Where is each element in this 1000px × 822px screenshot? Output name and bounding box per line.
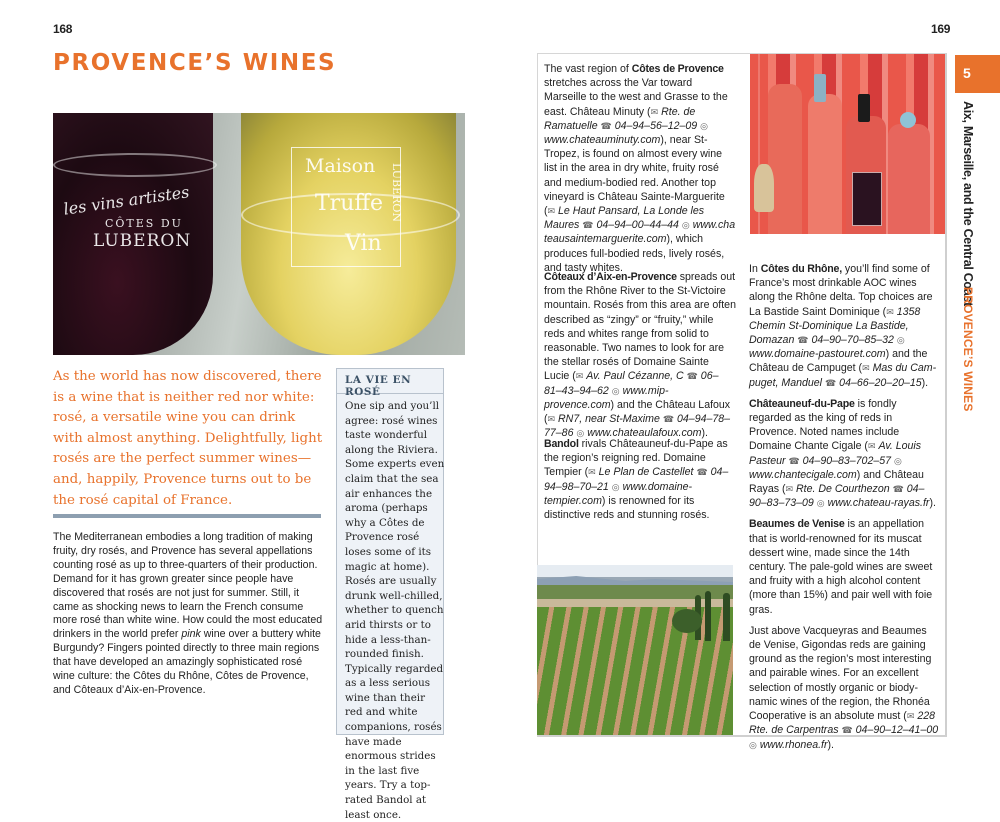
chapter-tab[interactable] (955, 55, 1000, 93)
chante-cigale-website[interactable]: www.chantecigale.com (749, 468, 857, 481)
rayas-address: Rte. De Courthezon (796, 483, 890, 496)
phone-icon: ☎ (696, 467, 708, 478)
cdr-text-1: you’ll find some of France’s most drinkable AOC wines along the Rhône delta. Top choices are La Bastide Saint Dominique ( (749, 263, 933, 318)
etching-luberon-vertical: LUBERON (390, 163, 403, 223)
web-icon: ◎ (576, 428, 585, 439)
phone-icon: ☎ (600, 120, 612, 131)
section-cotes-du-rhone (749, 262, 941, 759)
chateauneuf-text-2: ) and Château Rayas ( (749, 468, 924, 496)
cdr-text-3: ). (921, 376, 929, 389)
tempier-phone: 04–94–98–70–21 (544, 466, 729, 493)
sidebar-heading: LA VIE EN ROSÉ (345, 374, 412, 398)
phone-icon: ☎ (797, 335, 809, 346)
bottle (888, 124, 930, 234)
marguerite-phone: 04–94–00–44–44 (596, 219, 679, 232)
cypress-tree (705, 591, 711, 641)
intro-text-a: The Mediterranean embodies a long tradition of making fruity, dry rosés, and Provence has several appellations counting rosé as up to three-quarters of their production. Demand for it has grown greater since people have discovered that rosés are not just for summer. Still, it came as shocking news to learn the French consume more rosé than white wine. How could the most educated drinkers in the world prefer (53, 531, 323, 641)
lafoux-phone: 04–94–78–77–86 (544, 413, 731, 440)
chateauneuf-text-3: ). (929, 497, 936, 510)
bottle (768, 84, 802, 234)
page-title: PROVENCE’S WINES (53, 50, 337, 76)
cdr-lead: In (749, 263, 761, 275)
campuget-phone: 04–66–20–20–15 (839, 376, 922, 389)
bandol-heading: Bandol (544, 438, 579, 450)
cdp-text-1: stretches across the Var toward Marseille to the west and Grasse to the east. Château Minuty ( (544, 77, 728, 118)
phone-icon: ☎ (662, 414, 675, 425)
minuty-phone: 04–94–56–12–09 (614, 119, 698, 132)
chateauneuf-text-1: is fondly regarded as the king of reds in Provence. Noted names include Domaine Chante Cigale ( (749, 397, 900, 453)
phone-icon: ☎ (825, 377, 837, 388)
bastide-phone: 04–90–70–85–32 (811, 334, 894, 347)
section-bandol (544, 437, 736, 529)
cypress-tree (723, 593, 730, 641)
intro-italic-pink: pink (181, 628, 201, 641)
address-icon: ✉ (867, 441, 876, 452)
phone-icon: ☎ (841, 725, 853, 736)
sainte-lucie-address: Av. Paul Cézanne, C (586, 370, 684, 383)
aix-text-3: ). (701, 427, 708, 440)
bottle (808, 94, 842, 234)
aix-heading: Côteaux d’Aix-en-Provence (544, 271, 677, 283)
tempier-website[interactable]: www.domaine-tempier.com (544, 480, 693, 507)
chapter-number: 5 (963, 65, 971, 81)
aix-text-1: spreads out from the Rhône River to the St-Victoire mountain. Rosés from this area are often described as “zingy” or “fruity,” while reds and whites range from solid to reasonable. Two names to look for are the stellar rosés of Domaine Sainte Lucie ( (544, 271, 736, 383)
phone-icon: ☎ (686, 371, 698, 382)
marguerite-website[interactable]: www.chateausaintemarguerite.com (544, 219, 736, 246)
vine-rows (537, 607, 733, 735)
address-icon: ✉ (588, 467, 596, 478)
aix-text-2: ) and the Château Lafoux ( (544, 398, 731, 426)
bandol-text-1: rivals Châteauneuf-du-Pape as the region’s reigning red. Domaine Tempier ( (544, 438, 728, 479)
address-icon: ✉ (862, 363, 870, 374)
address-icon: ✉ (575, 371, 584, 382)
lafoux-website[interactable]: www.chateaulafoux.com (587, 427, 702, 440)
running-head-chapter: Aix, Marseille, and the Central Coast (961, 101, 975, 306)
section-coteaux-aix (544, 270, 736, 447)
chateauneuf-heading: Châteauneuf-du-Pape (749, 397, 855, 410)
rayas-website[interactable]: www.chateau-rayas.fr (827, 497, 930, 510)
chante-cigale-phone: 04–90–83–702–57 (802, 454, 892, 467)
section-beaumes-de-venise (749, 517, 941, 616)
rhonea-website[interactable]: www.rhonea.fr (759, 738, 828, 751)
address-icon: ✉ (547, 206, 556, 217)
rose-bottles-photo (750, 54, 945, 234)
rhonea-address: 228 Rte. de Carpentras (749, 710, 935, 737)
etching-vin: Vin (345, 231, 382, 256)
gigondas-text-2: ). (827, 738, 835, 751)
minuty-address: Rte. de Ramatuelle (544, 105, 696, 132)
sidebar-la-vie-en-rose (336, 368, 445, 821)
cdp-heading: Côtes de Provence (631, 63, 724, 75)
web-icon: ◎ (700, 120, 709, 131)
section-gigondas (749, 624, 941, 752)
etching-maison: Maison (305, 155, 376, 177)
sainte-lucie-phone: 06–81–43–94–62 (544, 370, 719, 397)
mountain-silhouette (537, 575, 733, 585)
sainte-lucie-website[interactable]: www.mip-provence.com (544, 384, 669, 411)
rayas-phone: 04–90–83–73–09 (749, 483, 925, 510)
tempier-address: Le Plan de Castellet (598, 466, 694, 479)
gigondas-text-1: Just above Vacqueyras and Beaumes de Venise, Gigondas reds are gaining ground as the region’s most interesting and pairable wines. For an excellent selection of mostly organic or biodynamic wines of the region, the Rhonéa Cooperative is an absolute must ( (749, 624, 932, 723)
bottle-label (852, 172, 882, 226)
address-icon: ✉ (906, 711, 915, 722)
tree-cluster (672, 609, 702, 633)
running-head-section: PROVENCE’S WINES (961, 287, 975, 412)
chante-cigale-address: Av. Louis Pasteur (749, 440, 922, 467)
pull-quote: As the world has now discovered, there is a wine that is neither red nor white: rosé, a versatile wine you can drink with almost anything. Delightfully, light rosés are the perfect summer wines—and, happily, Provence turns out to be the rosé capital of France. (53, 369, 323, 508)
address-icon: ✉ (650, 106, 659, 117)
web-icon: ◎ (611, 385, 620, 396)
web-icon: ◎ (816, 498, 825, 509)
pastouret-website[interactable]: www.domaine-pastouret.com (749, 348, 886, 361)
bottle-capsule (900, 112, 916, 128)
address-icon: ✉ (886, 306, 894, 317)
web-icon: ◎ (896, 335, 905, 346)
bottle-cap (858, 94, 870, 122)
cdr-heading: Côtes du Rhône, (760, 263, 842, 275)
sidebar-text: One sip and you’ll agree: rosé wines taste wonderful along the Riviera. Some experts even claim that the sea air enhances the aroma (perhaps why a Côtes de Provence rosé loses some of its magic at home). Rosés are usually drunk well-chilled, whether to quench arid thirsts or to hide a less-than-rounded finish. Typically regarded as a less serious wine than their red and white companions, rosés have made enormous strides in the last five years. Try a top-rated Bandol at least once. (345, 400, 445, 821)
cdp-lead: The vast region of (544, 63, 632, 75)
pull-quote-rule (53, 514, 321, 518)
minuty-website[interactable]: www.chateauminuty.com (544, 134, 661, 147)
campuget-address: Mas du Campuget, Manduel (749, 362, 937, 389)
bastide-address: 1358 Chemin St-Dominique La Bastide, Domazan (749, 305, 921, 347)
section-chateauneuf (749, 397, 941, 511)
phone-icon: ☎ (788, 455, 800, 466)
phone-icon: ☎ (892, 484, 904, 495)
lafoux-address: RN7, near St-Maxime (558, 413, 660, 426)
etching-vins-artistes: les vins artistes (62, 182, 191, 219)
red-glass-rim (53, 153, 217, 177)
etching-luberon: LUBERON (93, 231, 192, 251)
wine-glasses-photo (53, 113, 465, 355)
bottle-cap (814, 74, 826, 102)
beaumes-text: is an appellation that is world-renowned for its muscat dessert wine, made since the 14th century. The pale-gold wines are sweet and fruity with a high alcohol content (more than 15%) and pair well with foie gras. (749, 518, 933, 616)
web-icon: ◎ (681, 220, 690, 231)
marguerite-address: Le Haut Pansard, La Londe les Maures (544, 205, 705, 232)
address-icon: ✉ (785, 484, 794, 495)
bandol-text-2: ) is renowned for its distinctive reds and stunning rosés. (544, 494, 710, 522)
beaumes-heading: Beaumes de Venise (749, 518, 845, 531)
web-icon: ◎ (893, 455, 902, 466)
section-cotes-de-provence (544, 62, 736, 282)
rhonea-phone: 04–90–12–41–00 (855, 724, 939, 737)
intro-paragraph (53, 531, 325, 698)
web-icon: ◎ (749, 739, 757, 750)
web-icon: ◎ (611, 481, 620, 492)
address-icon: ✉ (547, 414, 556, 425)
cdp-text-2: ), near St-Tropez, is found on almost every wine list in the area in dry white, fruity rosé and medium-bodied red. Another top vineyard is Château Sainte-Marguerite ( (544, 134, 725, 218)
etching-truffe: Truffe (315, 191, 384, 216)
phone-icon: ☎ (582, 220, 594, 231)
page-number-right: 169 (931, 22, 951, 36)
etching-cotes-du: CÔTES DU (105, 217, 183, 230)
vineyard-photo (537, 565, 733, 735)
sidebar-header (337, 369, 443, 398)
cdr-text-2: ) and the Château de Campuget ( (749, 348, 928, 375)
bottle-label (754, 164, 774, 212)
page-number-left: 168 (53, 22, 73, 36)
cdp-text-3: ), which produces full-bodied reds, lively rosés, and tasty whites. (544, 233, 725, 274)
intro-text-b: wine over a buttery white Burgundy? Fingers pointed directly to three main regions that have developed an amazingly sophisticated rosé wine culture: the Côtes du Rhône, Côtes de Provence, and Côteaux d’Aix-en-Provence. (53, 628, 321, 696)
